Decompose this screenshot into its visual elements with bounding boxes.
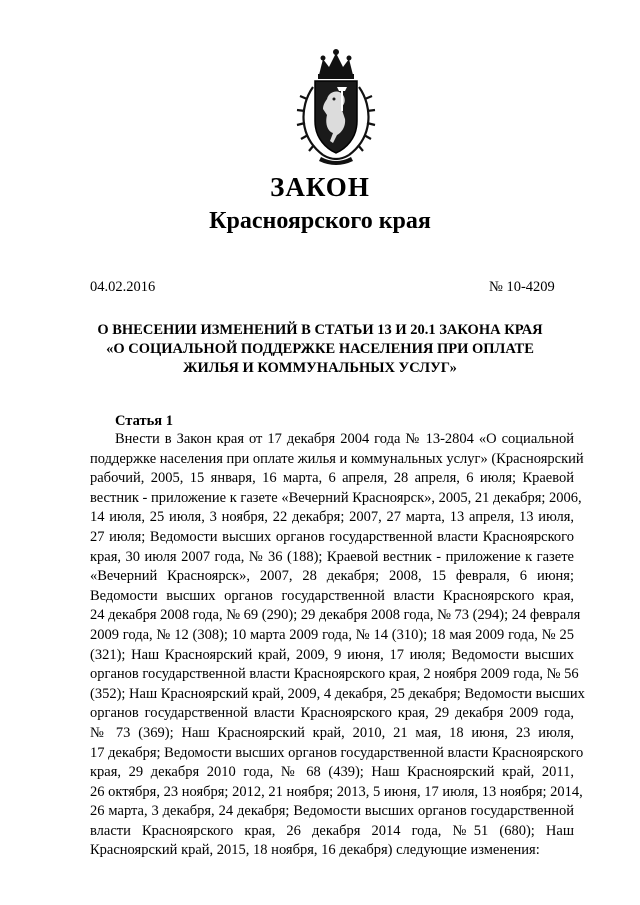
law-number: № 10-4209 <box>489 279 555 295</box>
law-heading-line: О ВНЕСЕНИИ ИЗМЕНЕНИЙ В СТАТЬИ 13 И 20.1 ЗАКОНА КРАЯ <box>97 322 543 338</box>
article-line: «Вечерний Красноярск», 2007, 28 декабря; 2008, 15 февраля, 6 июня; <box>90 568 574 585</box>
article-line: 26 марта, 3 декабря, 24 декабря; Ведомости высших органов государственной <box>90 803 574 820</box>
article-body <box>90 430 585 861</box>
article-line: поддержке населения при оплате жилья и коммунальных услуг» (Красноярский <box>90 450 584 467</box>
article-line: (321); Наш Красноярский край, 2009, 9 июня, 17 июля; Ведомости высших <box>90 646 574 663</box>
article-line: 26 октября, 23 ноября; 2012, 21 ноября; 2013, 5 июня, 17 июля, 13 ноября; 2014, <box>90 783 583 800</box>
document-type-title: ЗАКОН <box>270 172 370 202</box>
article-line: вестник - приложение к газете «Вечерний Красноярск», 2005, 21 декабря; 2006, <box>90 489 582 506</box>
article-title: Статья 1 <box>115 413 173 429</box>
law-heading-line: «О СОЦИАЛЬНОЙ ПОДДЕРЖКЕ НАСЕЛЕНИЯ ПРИ ОПЛАТЕ <box>106 341 534 357</box>
article-line: края, 30 июля 2007 года, № 36 (188); Краевой вестник - приложение к газете <box>90 548 574 565</box>
article-line: 2009 года, № 12 (308); 10 марта 2009 года, № 14 (310); 18 мая 2009 года, № 25 <box>90 626 574 643</box>
article-line: 24 декабря 2008 года, № 69 (290); 29 декабря 2008 года, № 73 (294); 24 февраля <box>90 607 581 624</box>
document-issuer-title: Красноярского края <box>209 208 431 234</box>
article-line: рабочий, 2005, 15 января, 16 марта, 6 апреля, 28 апреля, 6 июля; Краевой <box>90 470 574 487</box>
coat-of-arms-icon <box>293 47 379 167</box>
article-line: (352); Наш Красноярский край, 2009, 4 декабря, 25 декабря; Ведомости высших <box>90 685 585 702</box>
law-date: 04.02.2016 <box>90 279 156 295</box>
article-line: № 73 (369); Наш Красноярский край, 2010, 21 мая, 18 июня, 23 июля, <box>90 724 574 741</box>
law-heading <box>0 321 640 378</box>
article-line: 14 июля, 25 июля, 3 ноября, 22 декабря; 2007, 27 марта, 13 апреля, 13 июля, <box>90 509 574 526</box>
law-heading-line: ЖИЛЬЯ И КОММУНАЛЬНЫХ УСЛУГ» <box>183 360 457 376</box>
article-line: Ведомости высших органов государственной власти Красноярского края, <box>90 587 574 604</box>
article-line: 17 декабря; Ведомости высших органов государственной власти Красноярского <box>90 744 584 761</box>
article-line: 27 июля; Ведомости высших органов государственной власти Красноярского <box>90 528 574 545</box>
article-line: органов государственной власти Красноярского края, 29 декабря 2009 года, <box>90 705 574 722</box>
article-line: органов государственной власти Красноярского края, 2 ноября 2009 года, № 56 <box>90 666 579 683</box>
article-line: власти Красноярского края, 26 декабря 2014 года, №51 (680); Наш <box>90 822 574 839</box>
article-line: Внести в Закон края от 17 декабря 2004 года № 13-2804 «О социальной <box>115 431 574 447</box>
article-line: Красноярский край, 2015, 18 ноября, 16 декабря) следующие изменения: <box>90 842 540 859</box>
article-line: края, 29 декабря 2010 года, № 68 (439); Наш Красноярский край, 2011, <box>90 764 574 781</box>
